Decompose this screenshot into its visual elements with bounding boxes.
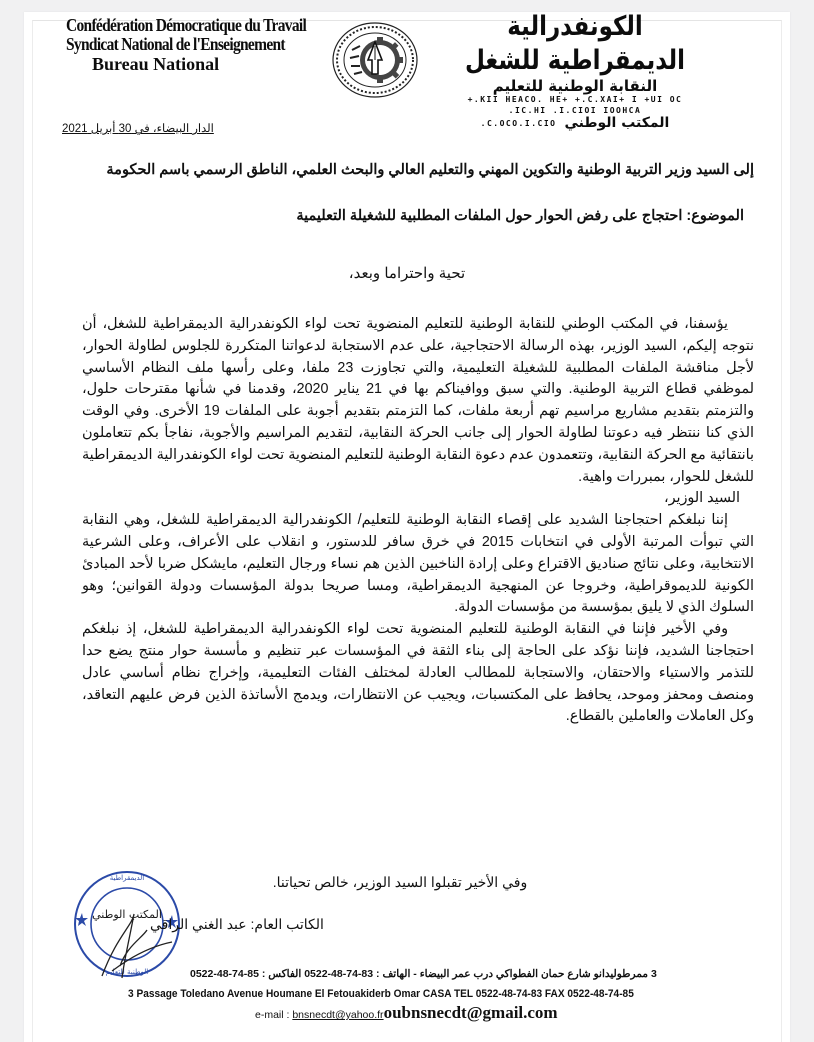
stamp-center-text: المكتب الوطني (92, 908, 162, 921)
office-row (440, 116, 710, 130)
email-label: e-mail : (255, 1009, 293, 1021)
email-link-gmail[interactable]: bnsnecdt@gmail.com (401, 1003, 558, 1022)
org-name-fr: Confédération Démocratique du Travail (66, 15, 307, 35)
subject-line: الموضوع: احتجاج على رفض الحوار حول الملفات المطلبية للشغيلة التعليمية (296, 208, 744, 224)
email-separator: ou (383, 1003, 402, 1022)
office-name-ar: المكتب الوطني (564, 115, 670, 131)
stamp-ring-text: الديمقراطية (109, 874, 145, 882)
svg-text:الوطنية للتعليم: الوطنية للتعليم (105, 968, 149, 976)
letter-date: الدار البيضاء، في 30 أبريل 2021 (62, 123, 214, 135)
footer-address-fr: 3 Passage Toledano Avenue Houmane El Fetouakiderb Omar CASA TEL 0522-48-74-83 FAX 0522-48-74-85 (128, 988, 634, 1000)
footer-email (255, 1003, 558, 1023)
paragraph-salutation: السيد الوزير، (664, 490, 740, 507)
union-name-fr: Syndicat National de l'Enseignement (66, 34, 285, 54)
org-name-ar: الكونفدرالية الديمقراطية للشغل (464, 11, 686, 76)
pen-gear-emblem-icon (330, 20, 420, 100)
office-name-fr: Bureau National (92, 54, 220, 74)
footer-address-ar: 3 ممرطوليدانو شارع حمان الفطواكي درب عمر البيضاء - الهاتف : 83-74-48-0522 الفاكس : 85-74-48-0522 (190, 968, 657, 980)
greeting: تحية واحتراما وبعد، (348, 265, 466, 282)
paragraph-3: وفي الأخير فإننا في النقابة الوطنية للتعليم المنضوية تحت لواء الكونفدرالية الديمقراطية للشغل، إذ نبلغكم احتجاجنا الشديد، فإننا نؤكد على الحاجة إلى بناء الثقة في المؤسسات عبر تنظيم و مأسسة حوار منتج يضع حدا للتذمر والاستياء والاحتقان، والاستجابة للمطالب العادلة لمختلف الفئات التعليمية، وإخراج نظام أساسي عادل ومنصف ومحفز وموحد، يحافظ على المكتسبات، ويجيب عن الانتظارات، ويدمج الأساتذة الذين فرض عليهم التعاقد، وكل العاملات والعاملين بالقطاع. (82, 621, 754, 725)
tifinagh-line-3: .C.OCO.I.CIO (480, 118, 557, 128)
paragraph-1: يؤسفنا، في المكتب الوطني للنقابة الوطنية للتعليم المنضوية تحت لواء الكونفدرالية الديمقراطية للشغل، أن نتوجه إليكم، السيد الوزير، بهذه الرسالة الاحتجاجية، على عدم الاستجابة لدعواتنا المتكررة للجلوس لطاولة الحوار، لأجل مناقشة الملفات المطلبية للشغيلة التعليمية، والتي تجاوزت 23 ملفا، وعلى رأسها ملف النظام الأساسي لموظفي قطاع التربية الوطنية. والتي سبق ووافيناكم بها في 21 يناير 2020، وقدمنا في شأنها مقترحات حلول، والتزمتم بتقديم مشاريع مراسيم تهم أربعة ملفات، كما التزمتم بتقديم أجوبة على الملفات 19 الأخرى. وفي الوقت الذي كنا ننتظر فيه دعوتنا لطاولة الحوار إلى جانب الحركة النقابية، لتقديم المراسيم والأجوبة، نفاجأ بكم تتعاملون بانتقائية مع الحركة النقابية، وتتعمدون عدم دعوة النقابة الوطنية للتعليم المنضوية تحت لواء الكونفدرالية الديمقراطية للشغل للحوار، بمبررات واهية. (82, 316, 755, 485)
letterhead-arabic (440, 10, 710, 130)
closing-line: وفي الأخير تقبلوا السيد الوزير، خالص تحياتنا. (272, 874, 528, 890)
paragraph-2: إننا نبلغكم احتجاجنا الشديد على إقصاء النقابة الوطنية للتعليم/ الكونفدرالية الديمقراطية للشغل، وهي النقابة التي تبوأت المرتبة الأولى في انتخابات 2015 في خرق سافر للدستور، و انقلاب على الأعراف، وعلى الشرعية الانتخابية، وعلى نتائج صناديق الاقتراع وعلى إرادة الناخبين الذين هم نساء ورجال التعليم، مايشكل ضربا لأحد المبادئ الكونية للديموقراطية، وخروجا عن المنهجية الديمقراطية، ومسا صريحا بدولة المؤسسات ودولة القوانين؛ وهو السلوك الذي لا يليق بمؤسسة من مؤسسات الدولة. (82, 512, 754, 616)
addressee: إلى السيد وزير التربية الوطنية والتكوين المهني والتعليم العالي والبحث العلمي، الناطق الرسمي باسم الحكومة (106, 162, 754, 178)
signatory: الكاتب العام: عبد الغني الراقي (150, 916, 324, 932)
union-name-ar: النقابة الوطنية للتعليم (492, 77, 658, 95)
tifinagh-line-1: +.KII HEACO. HE+ +.C.XAI+ I +UI OC (467, 95, 683, 104)
letter-body (82, 314, 754, 728)
tifinagh-line-2: .IC.HI .I.CIOI IOOHCA (508, 106, 642, 115)
letterhead-french (66, 16, 336, 74)
email-link-yahoo[interactable]: bnsnecdt@yahoo.fr (292, 1009, 384, 1021)
